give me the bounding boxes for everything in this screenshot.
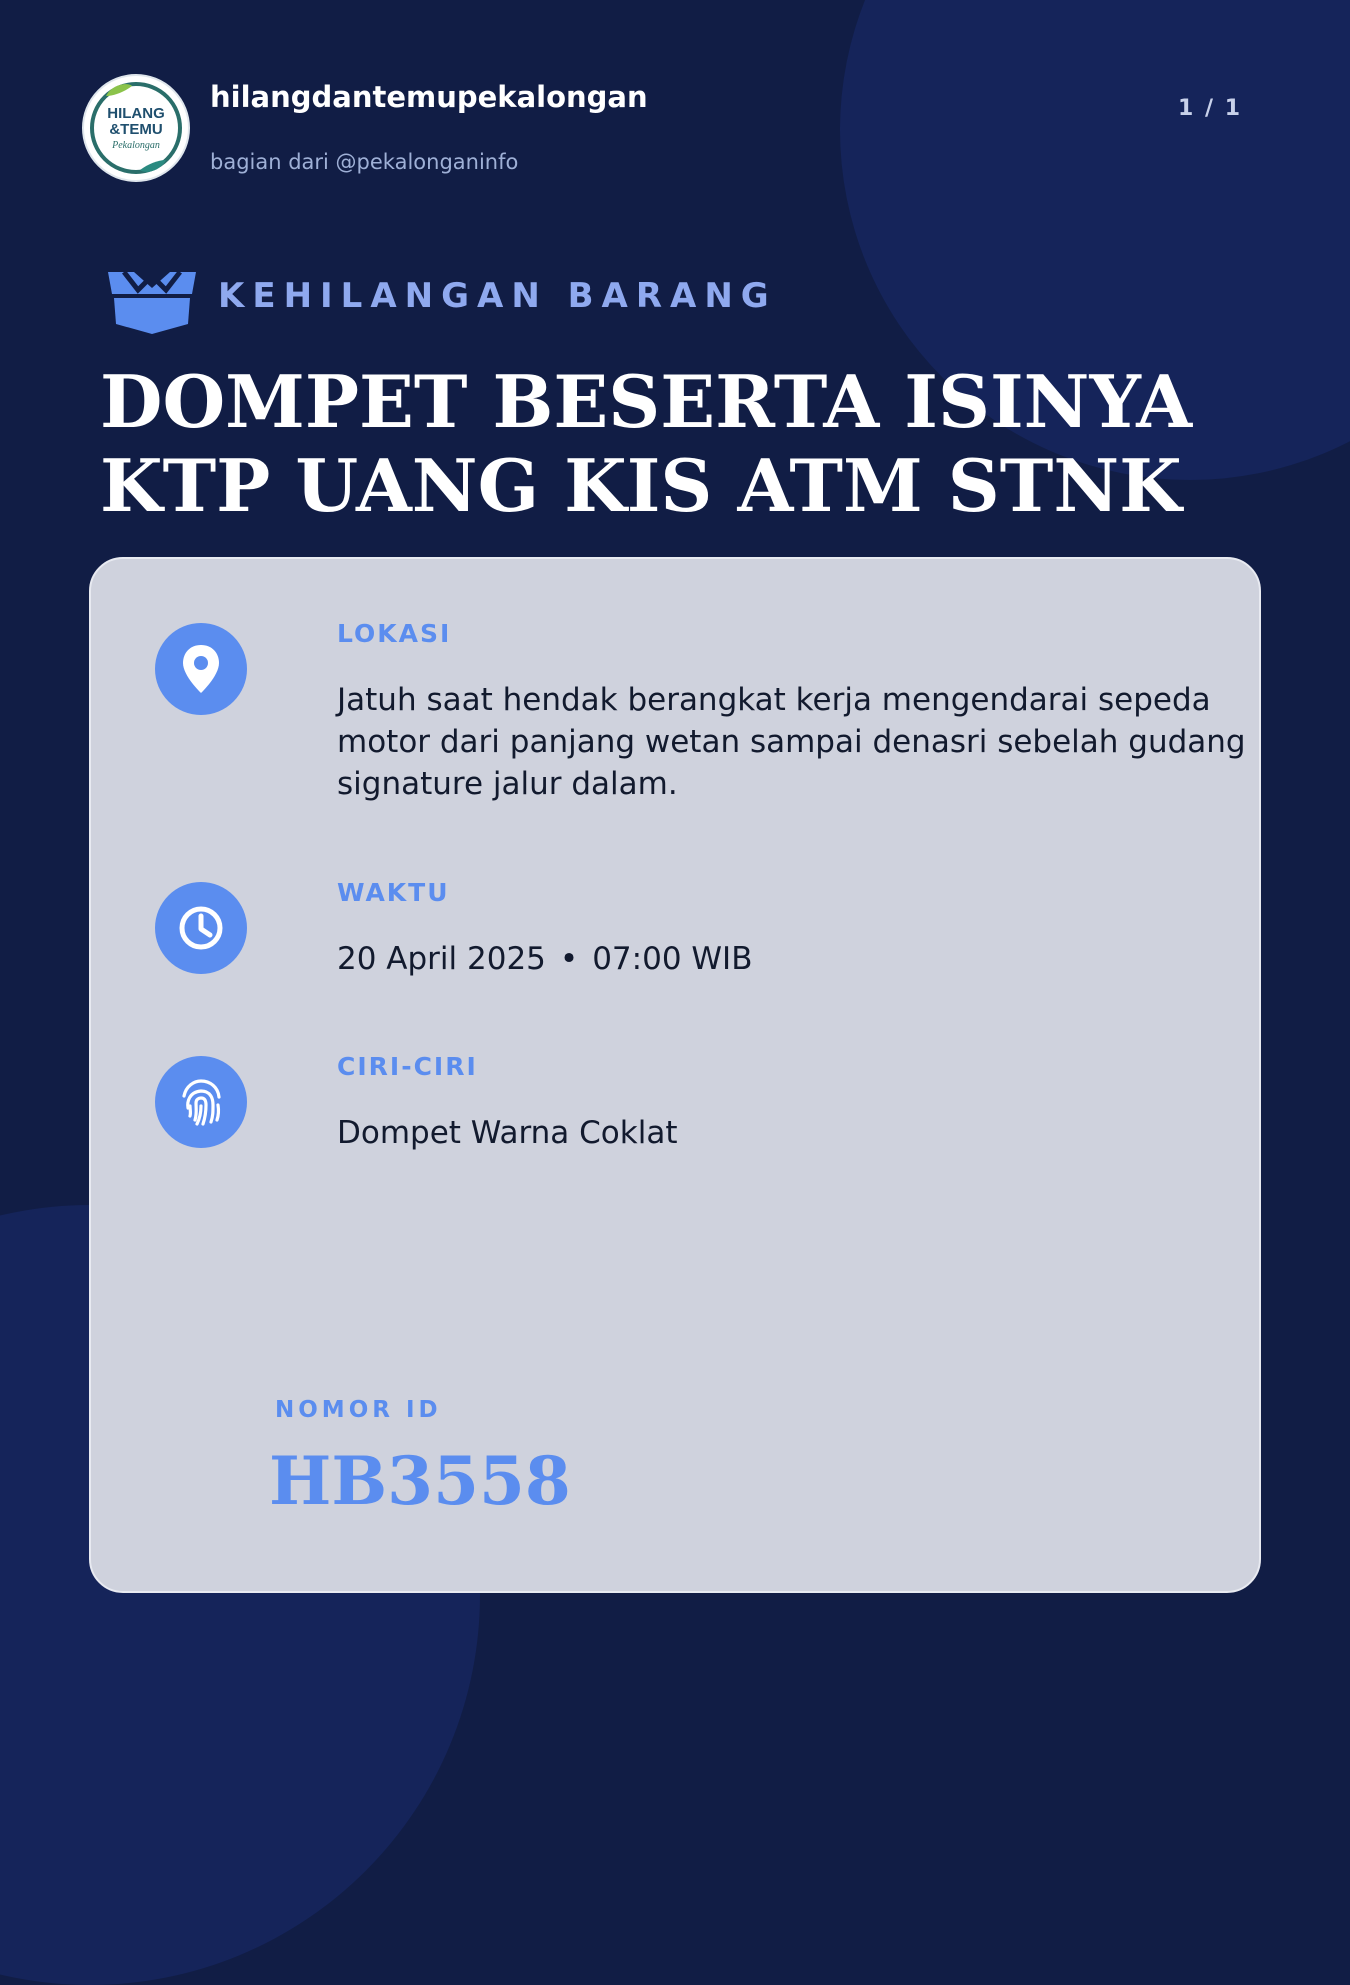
item-title-line-2: KTP UANG KIS ATM STNK [100, 443, 1182, 528]
post-header [82, 74, 1272, 184]
item-title-line-1: DOMPET BESERTA ISINYA [100, 359, 1193, 444]
page-indicator: 1 / 1 [1178, 96, 1242, 121]
id-value: HB3558 [269, 1442, 571, 1520]
svg-text:HILANG: HILANG [107, 105, 165, 122]
location-value: Jatuh saat hendak berangkat kerja mengendarai sepeda motor dari panjang wetan sampai denasri sebelah gudang signature jalur dalam. [337, 682, 1246, 802]
time-label: WAKTU [337, 878, 450, 907]
category-label: KEHILANGAN BARANG [218, 276, 777, 316]
features-value: Dompet Warna Coklat [337, 1115, 678, 1151]
location-pin-icon [155, 623, 247, 715]
account-logo[interactable] [82, 74, 190, 182]
time-row [155, 878, 1215, 992]
item-title [100, 360, 1280, 528]
svg-text:&TEMU: &TEMU [109, 121, 163, 138]
features-row [155, 1052, 1215, 1166]
features-label: CIRI-CIRI [337, 1052, 478, 1081]
time-value [337, 938, 1277, 980]
details-card [89, 557, 1261, 1593]
time-hour: 07:00 WIB [592, 941, 753, 977]
location-row [155, 619, 1246, 823]
time-date: 20 April 2025 [337, 941, 546, 977]
account-name[interactable]: hilangdantemupekalongan [210, 80, 648, 114]
account-subtitle: bagian dari @pekalonganinfo [210, 150, 519, 174]
id-label: NOMOR ID [275, 1397, 442, 1423]
box-icon [104, 266, 200, 340]
svg-text:Pekalongan: Pekalongan [112, 140, 160, 151]
time-separator: • [559, 941, 579, 977]
clock-icon [155, 882, 247, 974]
logo-emblem [84, 76, 188, 180]
fingerprint-icon [155, 1056, 247, 1148]
location-label: LOKASI [337, 619, 452, 648]
